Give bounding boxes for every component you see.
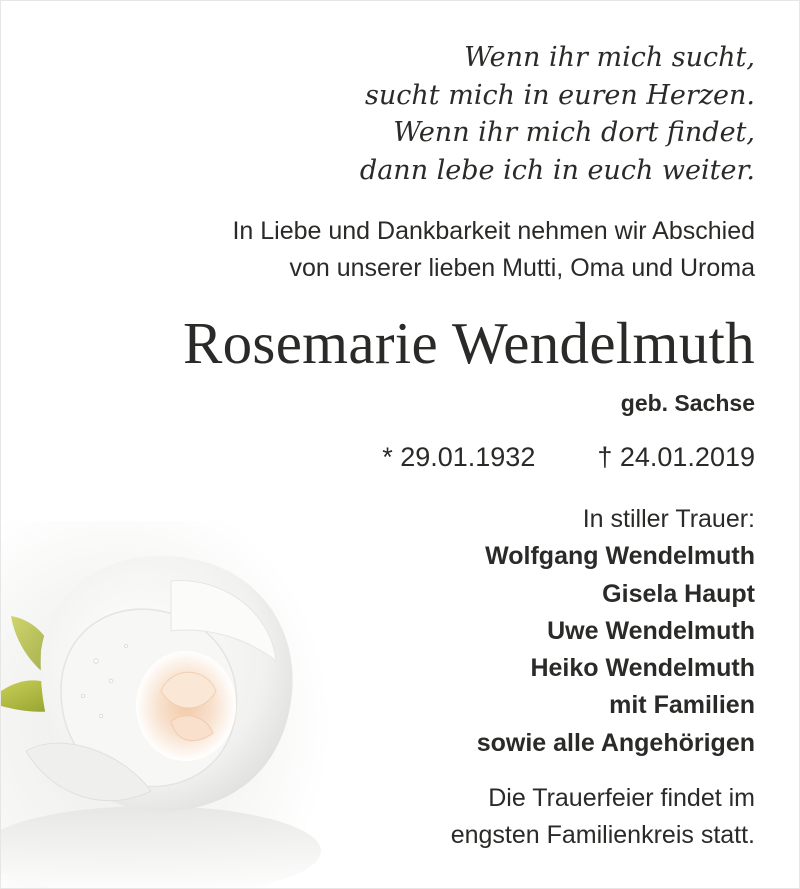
funeral-line: engsten Familienkreis statt.	[450, 821, 755, 849]
mourner-name: Gisela Haupt	[602, 579, 755, 608]
poem	[360, 39, 755, 189]
farewell-intro	[232, 213, 755, 287]
poem-line: Wenn ihr mich sucht,	[464, 42, 755, 73]
intro-line: von unserer lieben Mutti, Oma und Uroma	[289, 254, 755, 282]
mourner-name: Uwe Wendelmuth	[547, 616, 755, 645]
poem-line: dann lebe ich in euch weiter.	[359, 154, 755, 186]
mourners-lead: In stiller Trauer:	[582, 505, 755, 533]
mourner-name: Wolfgang Wendelmuth	[485, 542, 755, 571]
white-rose-icon	[1, 521, 331, 889]
mourner-name: Heiko Wendelmuth	[530, 654, 755, 683]
death-date: † 24.01.2019	[597, 442, 755, 472]
mourners-list	[477, 501, 755, 762]
life-dates	[382, 439, 755, 475]
birth-name: geb. Sachse	[620, 390, 755, 416]
deceased-name: Rosemarie Wendelmuth	[182, 310, 755, 376]
funeral-note	[451, 780, 755, 854]
poem-line: sucht mich in euren Herzen.	[365, 79, 755, 111]
birth-date: * 29.01.1932	[382, 442, 536, 472]
intro-line: In Liebe und Dankbarkeit nehmen wir Abschied	[232, 217, 755, 245]
mourner-name: mit Familien	[609, 691, 755, 720]
funeral-line: Die Trauerfeier findet im	[488, 784, 755, 812]
poem-line: Wenn ihr mich dort findet,	[393, 117, 755, 148]
mourner-name: sowie alle Angehörigen	[476, 728, 755, 757]
